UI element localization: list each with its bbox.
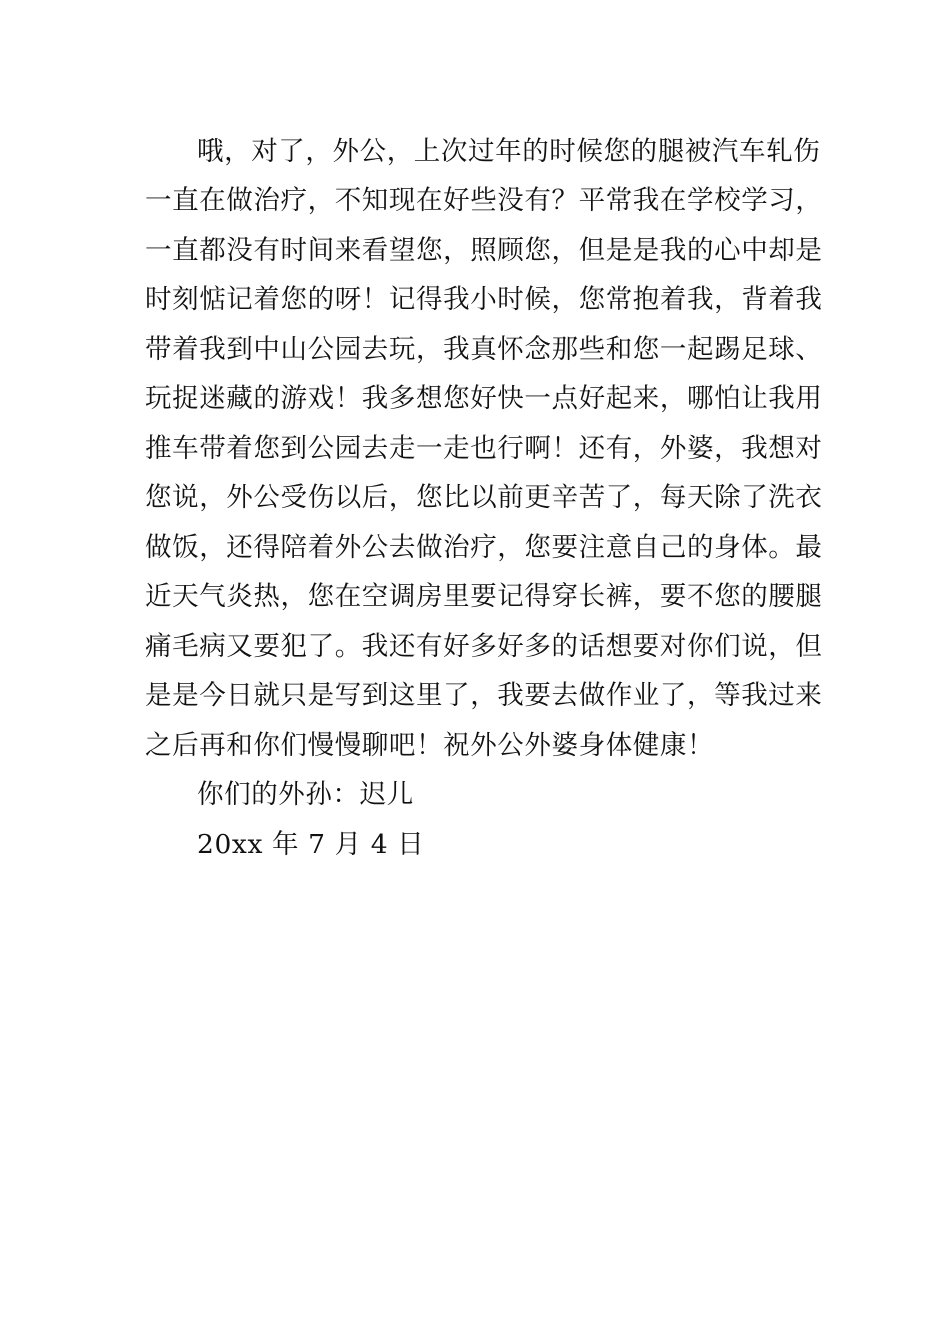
paragraph-line: 玩捉迷藏的游戏！我多想您好快一点好起来，哪怕让我用	[145, 383, 823, 414]
paragraph-line: 是是今日就只是写到这里了，我要去做作业了，等我过来	[145, 680, 823, 711]
paragraph-line: 推车带着您到公园去走一走也行啊！还有，外婆，我想对	[145, 433, 823, 464]
paragraph-line: 时刻惦记着您的呀！记得我小时候，您常抱着我，背着我	[145, 284, 823, 315]
signature: 你们的外孙：迟儿	[197, 779, 414, 810]
letter-date: 20xx 年 7 月 4 日	[197, 829, 425, 860]
paragraph-line: 之后再和你们慢慢聊吧！祝外公外婆身体健康！	[145, 730, 715, 761]
paragraph-line: 一直在做治疗，不知现在好些没有？平常我在学校学习，	[145, 185, 823, 216]
paragraph-line: 带着我到中山公园去玩，我真怀念那些和您一起踢足球、	[145, 334, 823, 365]
paragraph-line: 哦，对了，外公，上次过年的时候您的腿被汽车轧伤	[197, 136, 821, 167]
paragraph-line: 一直都没有时间来看望您，照顾您，但是是我的心中却是	[145, 235, 823, 266]
paragraph-line: 您说，外公受伤以后，您比以前更辛苦了，每天除了洗衣	[145, 482, 823, 513]
paragraph-line: 痛毛病又要犯了。我还有好多好多的话想要对你们说，但	[145, 631, 823, 662]
paragraph-line: 做饭，还得陪着外公去做治疗，您要注意自己的身体。最	[145, 532, 823, 563]
paragraph-line: 近天气炎热，您在空调房里要记得穿长裤，要不您的腰腿	[145, 581, 823, 612]
